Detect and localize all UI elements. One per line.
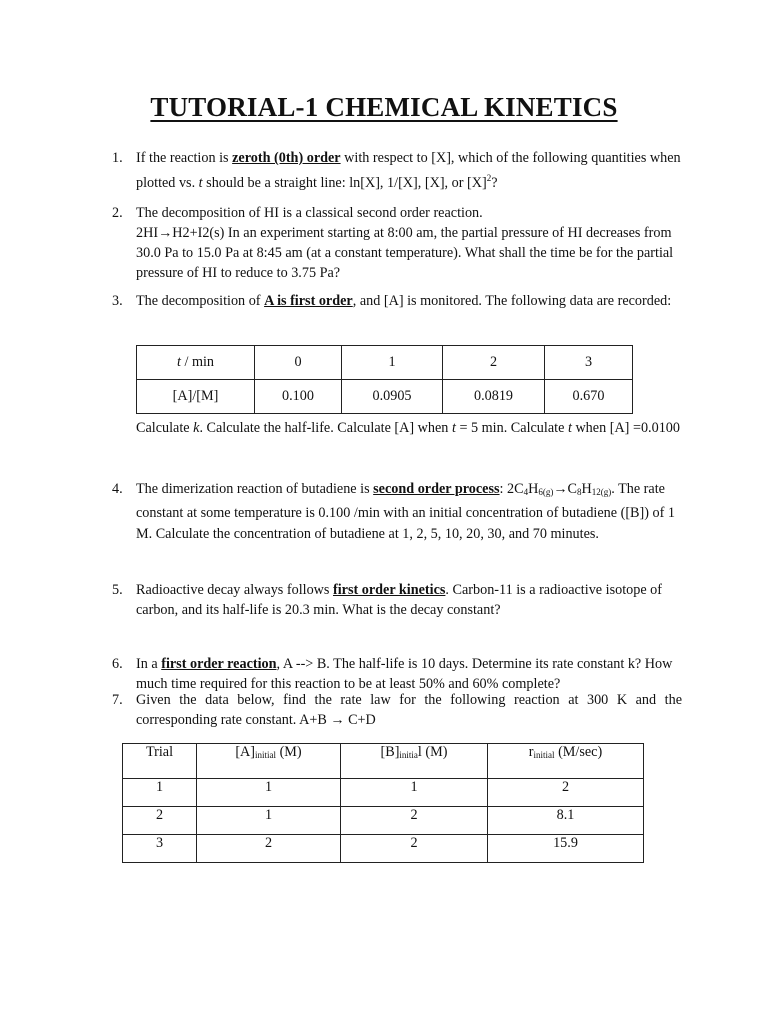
question-number: 5. xyxy=(112,582,123,598)
question-text: Radioactive decay always follows first order kinetics. Carbon-11 is a radioactive isotope of carbon, and its half-life is 20.3 min. What is the decay constant? xyxy=(136,582,662,618)
table-cell: 3 xyxy=(545,346,633,380)
question-3-tasks: Calculate k. Calculate the half-life. Calculate [A] when t = 5 min. Calculate t when [A] =0.0100 xyxy=(136,420,680,436)
emphasis: A is first order xyxy=(264,293,353,309)
question-6 xyxy=(112,654,682,694)
question-text: In a first order reaction, A --> B. The half-life is 10 days. Determine its rate constant k? How much time required for this reaction to be at least 50% and 60% complete? xyxy=(136,656,673,692)
emphasis: first order kinetics xyxy=(332,582,446,598)
rate-data-table xyxy=(122,743,644,863)
table-row xyxy=(123,807,644,835)
table-cell: 1 xyxy=(341,779,488,807)
table-row xyxy=(137,380,633,414)
table-row xyxy=(123,744,644,779)
table-cell: 2 xyxy=(341,807,488,835)
question-number: 1. xyxy=(112,150,123,166)
table-cell: 0 xyxy=(255,346,342,380)
table-cell: 1 xyxy=(123,779,197,807)
table-header-cell: t / min xyxy=(137,346,255,380)
question-1 xyxy=(112,148,682,193)
table-header-cell: $[A]_{initial}$ (M) xyxy=(197,744,341,779)
question-number: 7. xyxy=(112,692,123,708)
table-cell: 0.670 xyxy=(545,380,633,414)
table-cell: 1 xyxy=(197,807,341,835)
question-4 xyxy=(112,479,682,545)
question-3 xyxy=(112,291,682,311)
table-header-cell: Trial xyxy=(123,744,197,779)
question-number: 2. xyxy=(112,205,123,221)
question-text: Given the data below, find the rate law for the following reaction at 300 K and the corresponding rate constant. A+B → C+D xyxy=(136,692,682,728)
table-cell: 15.9 xyxy=(488,835,644,863)
question-text: The decomposition of A is first order, and [A] is monitored. The following data are recorded: xyxy=(136,293,672,309)
table-header-cell: $[B]_{initia}l$ (M) xyxy=(341,744,488,779)
concentration-table xyxy=(136,345,633,414)
table-cell: 2 xyxy=(123,807,197,835)
table-header-cell: $r_{initial}$ (M/sec) xyxy=(488,744,644,779)
table-cell: 2 xyxy=(341,835,488,863)
table-row xyxy=(137,346,633,380)
emphasis: zeroth (0th) order xyxy=(232,150,341,166)
question-text: If the reaction is zeroth (0th) order with respect to [X], which of the following quantities when plotted vs. t should be a straight line: ln[X], 1/[X], [X], or $[X]^2$? xyxy=(136,150,681,191)
question-text: The decomposition of HI is a classical second order reaction. 2HI→H2+I2(s) In an experiment starting at 8:00 am, the partial pressure of HI decreases from 30.0 Pa to 15.0 Pa at 8:45 am (at a constant temperature). What shall the time be for the partial pressure of HI to reduce to 3.75 Pa? xyxy=(136,205,674,281)
table-row xyxy=(123,779,644,807)
table-cell: 0.0819 xyxy=(443,380,545,414)
question-number: 6. xyxy=(112,656,123,672)
page-title: TUTORIAL-1 CHEMICAL KINETICS xyxy=(150,92,618,122)
question-number: 3. xyxy=(112,293,123,309)
emphasis: first order reaction xyxy=(161,656,277,672)
table-cell: 0.0905 xyxy=(342,380,443,414)
table-cell: 8.1 xyxy=(488,807,644,835)
table-cell: 2 xyxy=(443,346,545,380)
question-5 xyxy=(112,580,682,620)
question-7 xyxy=(112,690,682,730)
table-cell: 2 xyxy=(197,835,341,863)
table-cell: 0.100 xyxy=(255,380,342,414)
emphasis: second order process xyxy=(373,481,500,497)
question-text: The dimerization reaction of butadiene is second order process: $2C_4H_{6(g)}\to C_8H_{12(g)}$. The rate constant at some temperature is 0.100 /min with an initial concentration of butadiene ([B]) of 1 M. Calculate the concentration of butadiene at 1, 2, 5, 10, 20, 30, and 70 minutes. xyxy=(136,481,675,542)
table-cell: 3 xyxy=(123,835,197,863)
table-header-cell: [A]/[M] xyxy=(137,380,255,414)
table-cell: 1 xyxy=(342,346,443,380)
question-number: 4. xyxy=(112,481,123,497)
table-cell: 2 xyxy=(488,779,644,807)
question-2 xyxy=(112,203,682,283)
table-row xyxy=(123,835,644,863)
table-cell: 1 xyxy=(197,779,341,807)
